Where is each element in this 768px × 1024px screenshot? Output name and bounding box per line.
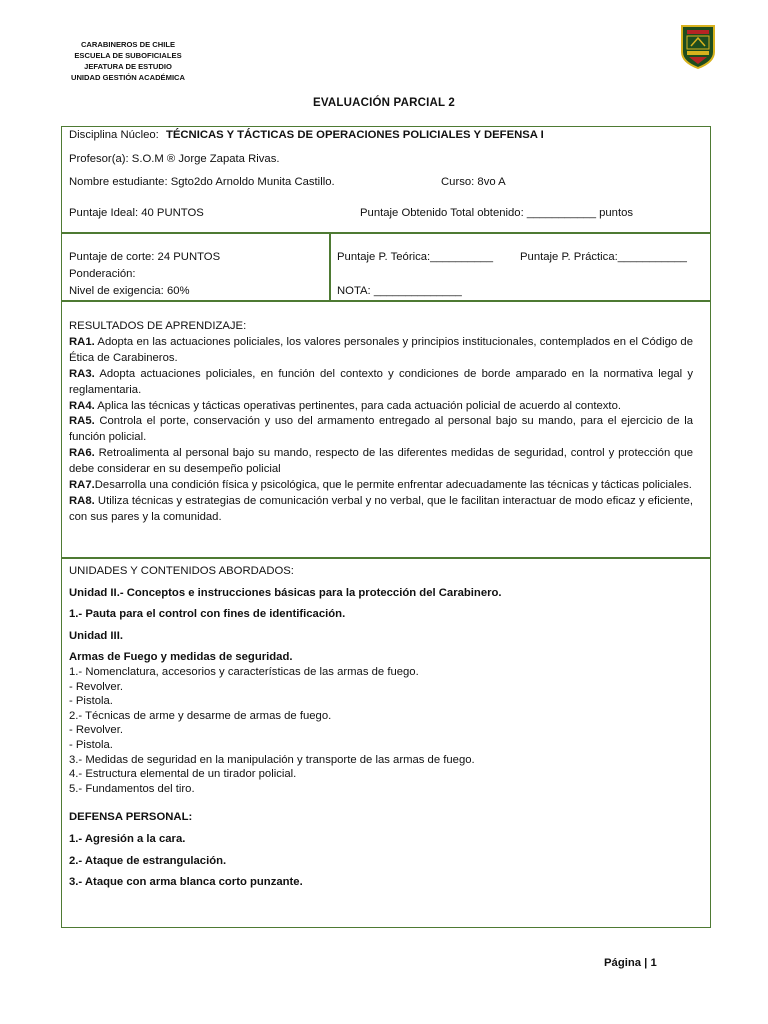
outcome-item xyxy=(69,446,693,478)
content-item: - Pistola. xyxy=(69,738,113,751)
student-name: Nombre estudiante: Sgto2do Arnoldo Munita Castillo. xyxy=(69,176,335,188)
divider xyxy=(62,300,710,302)
outcome-text: Controla el porte, conservación y uso del armamento entregado al personal bajo su mando, para el ejercicio de la función policial. xyxy=(69,415,693,444)
discipline-label: Disciplina Núcleo: xyxy=(69,129,159,141)
outcome-text: Desarrolla una condición física y psicológica, que le permite enfrentar adecuadamente las técnicas y tácticas policiales. xyxy=(94,479,692,492)
document-title: EVALUACIÓN PARCIAL 2 xyxy=(312,97,455,109)
institution-line: CARABINEROS DE CHILE xyxy=(80,40,176,49)
divider xyxy=(329,233,331,301)
content-item: 2.- Técnicas de arme y desarme de armas de fuego. xyxy=(69,709,332,722)
unit-2-item: 1.- Pauta para el control con fines de identificación. xyxy=(69,608,346,621)
page-number: Página | 1 xyxy=(604,957,657,969)
outcome-item xyxy=(69,399,693,415)
weighting: Ponderación: xyxy=(69,268,136,280)
institution-line: JEFATURA DE ESTUDIO xyxy=(84,62,172,71)
outcome-text: Adopta en las actuaciones policiales, los valores personales y principios institucionales, contemplados en el Código de Ética de Carabineros. xyxy=(69,335,693,364)
outcomes-heading: RESULTADOS DE APRENDIZAJE: xyxy=(69,320,247,332)
units-heading: UNIDADES Y CONTENIDOS ABORDADOS: xyxy=(69,565,294,577)
outcome-text: Aplica las técnicas y tácticas operativas pertinentes, para cada actuación policial de acuerdo al contexto. xyxy=(94,399,621,412)
theory-score-field[interactable]: Puntaje P. Teórica:__________ xyxy=(337,251,493,263)
content-item: - Pistola. xyxy=(69,695,113,708)
outcome-text: Adopta actuaciones policiales, en función del contexto y condiciones de borde amparado en la normativa legal y reglamentaria. xyxy=(69,367,693,396)
discipline-value: TÉCNICAS Y TÁCTICAS DE OPERACIONES POLICIALES Y DEFENSA I xyxy=(165,129,544,141)
requirement-level: Nivel de exigencia: 60% xyxy=(69,285,190,297)
practice-score-field[interactable]: Puntaje P. Práctica:___________ xyxy=(520,251,687,263)
outcome-item xyxy=(69,478,693,494)
divider xyxy=(62,232,710,234)
learning-outcomes xyxy=(69,319,693,526)
defense-title: DEFENSA PERSONAL: xyxy=(69,811,193,824)
discipline-row xyxy=(69,128,544,142)
outcome-item xyxy=(69,414,693,446)
outcome-code: RA5. xyxy=(69,415,95,428)
content-item: - Revolver. xyxy=(69,680,123,693)
institution-header xyxy=(58,39,198,83)
institution-line: ESCUELA DE SUBOFICIALES xyxy=(74,51,182,60)
defense-item: 1.- Agresión a la cara. xyxy=(69,832,186,845)
school-crest-icon xyxy=(680,24,716,70)
cutoff-score: Puntaje de corte: 24 PUNTOS xyxy=(69,251,221,263)
course: Curso: 8vo A xyxy=(441,176,506,188)
outcome-text: Retroalimenta al personal bajo su mando, respecto de las diferentes medidas de seguridad, control y protección que debe considerar en su desempeño policial xyxy=(69,447,693,476)
content-item: - Revolver. xyxy=(69,724,123,737)
content-item: 4.- Estructura elemental de un tirador policial. xyxy=(69,768,297,781)
divider xyxy=(62,557,710,559)
outcome-text: Utiliza técnicas y estrategias de comunicación verbal y no verbal, que le facilitan interactuar de modo eficaz y eficiente, con sus pares y la comunidad. xyxy=(69,494,693,523)
outcome-code: RA6. xyxy=(69,447,95,460)
institution-line: UNIDAD GESTIÓN ACADÉMICA xyxy=(70,73,186,82)
obtained-score-field[interactable]: Puntaje Obtenido Total obtenido: ___________ puntos xyxy=(360,207,634,219)
outcome-item xyxy=(69,494,693,526)
outcome-code: RA8. xyxy=(69,494,95,507)
teacher-name: Profesor(a): S.O.M ® Jorge Zapata Rivas. xyxy=(69,153,280,165)
units-section xyxy=(69,564,699,890)
firearms-title: Armas de Fuego y medidas de seguridad. xyxy=(69,651,293,664)
outcome-code: RA7. xyxy=(69,479,95,492)
outcome-item xyxy=(69,335,693,367)
ideal-score: Puntaje Ideal: 40 PUNTOS xyxy=(69,207,204,219)
content-item: 5.- Fundamentos del tiro. xyxy=(69,782,195,795)
outcome-item xyxy=(69,367,693,399)
content-item: 3.- Medidas de seguridad en la manipulación y transporte de las armas de fuego. xyxy=(69,753,475,766)
outcome-code: RA4. xyxy=(69,399,95,412)
defense-item: 3.- Ataque con arma blanca corto punzante. xyxy=(69,876,303,889)
outcome-code: RA3. xyxy=(69,367,95,380)
grade-field[interactable]: NOTA: ______________ xyxy=(337,285,462,297)
unit-2-title: Unidad II.- Conceptos e instrucciones básicas para la protección del Carabinero. xyxy=(69,586,502,599)
unit-3-title: Unidad III. xyxy=(69,629,123,642)
defense-item: 2.- Ataque de estrangulación. xyxy=(69,854,227,867)
content-item: 1.- Nomenclatura, accesorios y características de las armas de fuego. xyxy=(69,665,419,678)
evaluation-form xyxy=(61,126,711,928)
outcome-code: RA1. xyxy=(69,335,95,348)
